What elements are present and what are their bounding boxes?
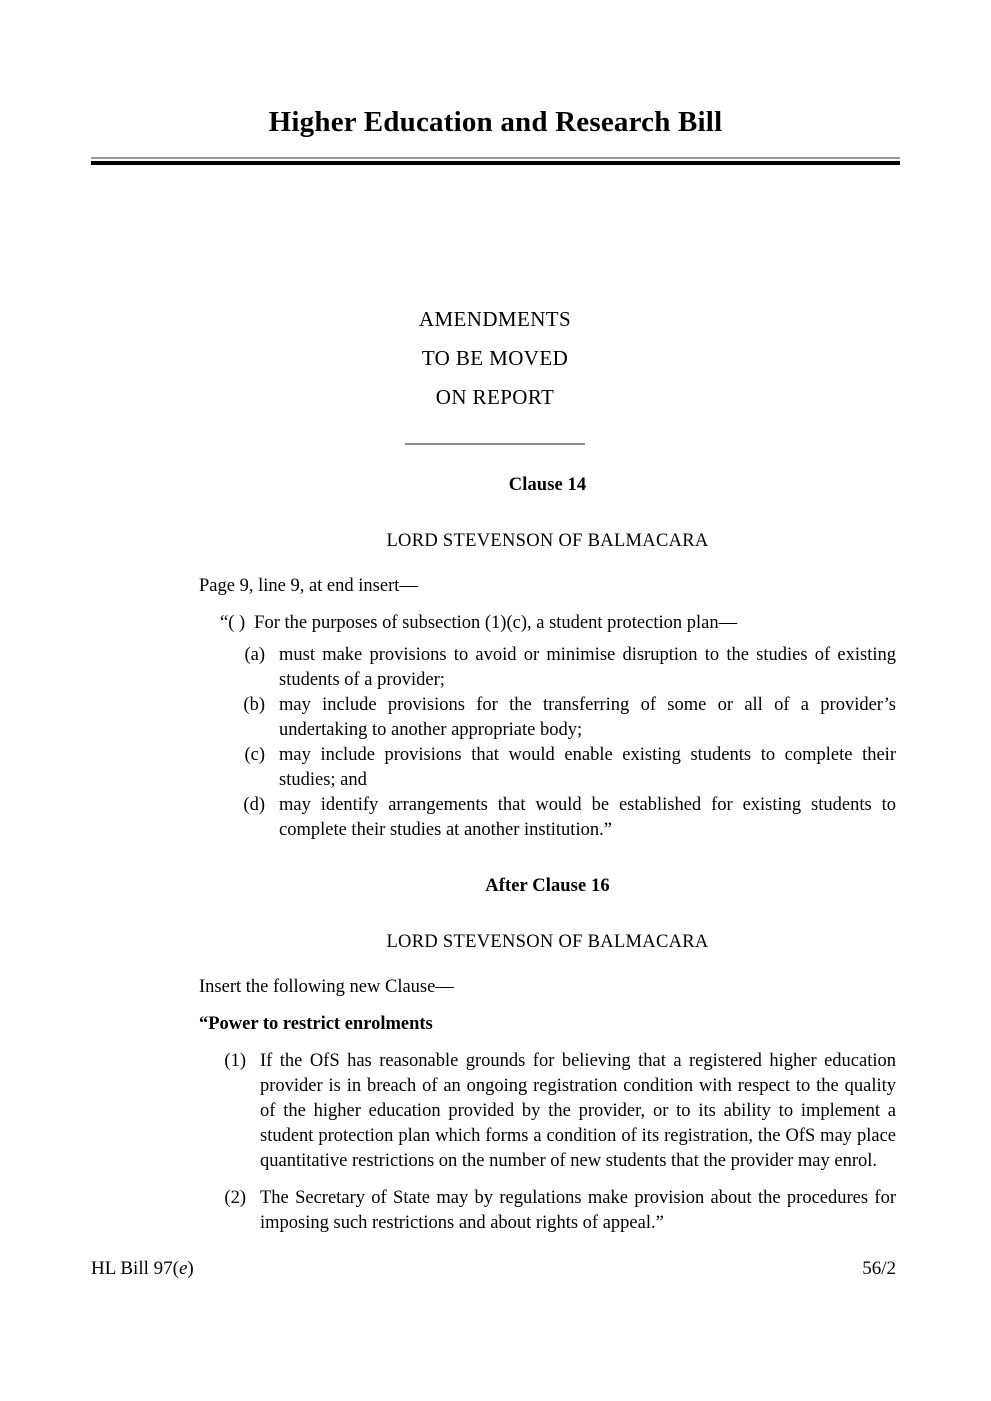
bill-number	[91, 1258, 194, 1280]
list-item-label: (b)	[243, 695, 265, 715]
list-item-label: (d)	[243, 795, 265, 815]
list-item-text: may include provisions that would enable existing students to complete their studies; and	[279, 745, 896, 790]
quoted-intro-line	[199, 611, 896, 636]
spacer	[199, 636, 896, 643]
list-item	[218, 693, 896, 743]
bill-number-suffix: )	[187, 1258, 194, 1279]
amendment-sponsor: LORD STEVENSON OF BALMACARA	[386, 531, 709, 551]
separator-rule	[405, 443, 585, 445]
document-body	[199, 473, 896, 1236]
page-footer	[91, 1258, 896, 1280]
bill-number-italic-letter: e	[178, 1258, 188, 1279]
spacer	[199, 498, 896, 529]
spacer	[199, 1037, 896, 1049]
spacer	[199, 599, 896, 611]
amendment-lead-line: Insert the following new Clause—	[199, 977, 454, 997]
amendment-section-clause-14	[199, 473, 896, 843]
list-item	[218, 793, 896, 843]
list-item-label: (c)	[244, 745, 265, 765]
clause-heading: Clause 14	[508, 475, 587, 495]
amendment-lead-line: Page 9, line 9, at end insert—	[199, 576, 418, 596]
spacer	[199, 899, 896, 930]
list-item-label: (a)	[244, 645, 265, 665]
quoted-intro-text: For the purposes of subsection (1)(c), a student protection plan—	[254, 613, 738, 633]
list-item-text: may include provisions for the transferring of some or all of a provider’s undertaking to another appropriate body;	[279, 695, 896, 740]
masthead	[91, 105, 900, 165]
list-item	[218, 643, 896, 693]
list-item-text: may identify arrangements that would be established for existing students to complete their studies at another institution.”	[279, 795, 896, 840]
amendment-section-after-clause-16	[199, 874, 896, 1236]
list-item-text: If the OfS has reasonable grounds for believing that a registered higher education provider is in breach of an ongoing registration condition with respect to the quality of the higher education provided by the provider, or to its ability to implement a student protection plan which forms a condition of its registration, the OfS may place quantitative restrictions on the number of new students that the provider may enrol.	[260, 1051, 896, 1171]
spacer	[199, 554, 896, 574]
heading-separator	[195, 443, 795, 445]
spacer	[199, 1000, 896, 1012]
list-item-label: (2)	[224, 1188, 246, 1208]
list-item-label: (1)	[224, 1051, 246, 1071]
bill-number-prefix: HL Bill 97(	[91, 1258, 179, 1279]
title-rule-thick	[91, 161, 900, 165]
title-double-rule	[91, 157, 900, 165]
new-clause-title: “Power to restrict enrolments	[199, 1014, 433, 1034]
heading-line-amendments: AMENDMENTS	[418, 307, 572, 331]
list-item	[199, 1049, 896, 1174]
list-item-text: must make provisions to avoid or minimise disruption to the studies of existing students of a provider;	[279, 645, 896, 690]
spacer	[199, 1174, 896, 1186]
list-item-text: The Secretary of State may by regulations make provision about the procedures for imposing such restrictions and about rights of appeal.”	[260, 1188, 896, 1233]
quoted-paragraph-marker: “( )	[220, 613, 246, 633]
page-title: Higher Education and Research Bill	[268, 106, 723, 138]
list-item	[218, 743, 896, 793]
heading-line-to-be-moved: TO BE MOVED	[421, 346, 569, 370]
amendments-heading-block	[195, 300, 795, 445]
heading-line-on-report: ON REPORT	[435, 385, 555, 409]
list-item	[199, 1186, 896, 1236]
page-reference: 56/2	[862, 1258, 896, 1279]
spacer	[199, 843, 896, 874]
clause-heading: After Clause 16	[485, 876, 610, 896]
spacer	[199, 955, 896, 975]
amendment-sponsor: LORD STEVENSON OF BALMACARA	[386, 932, 709, 952]
